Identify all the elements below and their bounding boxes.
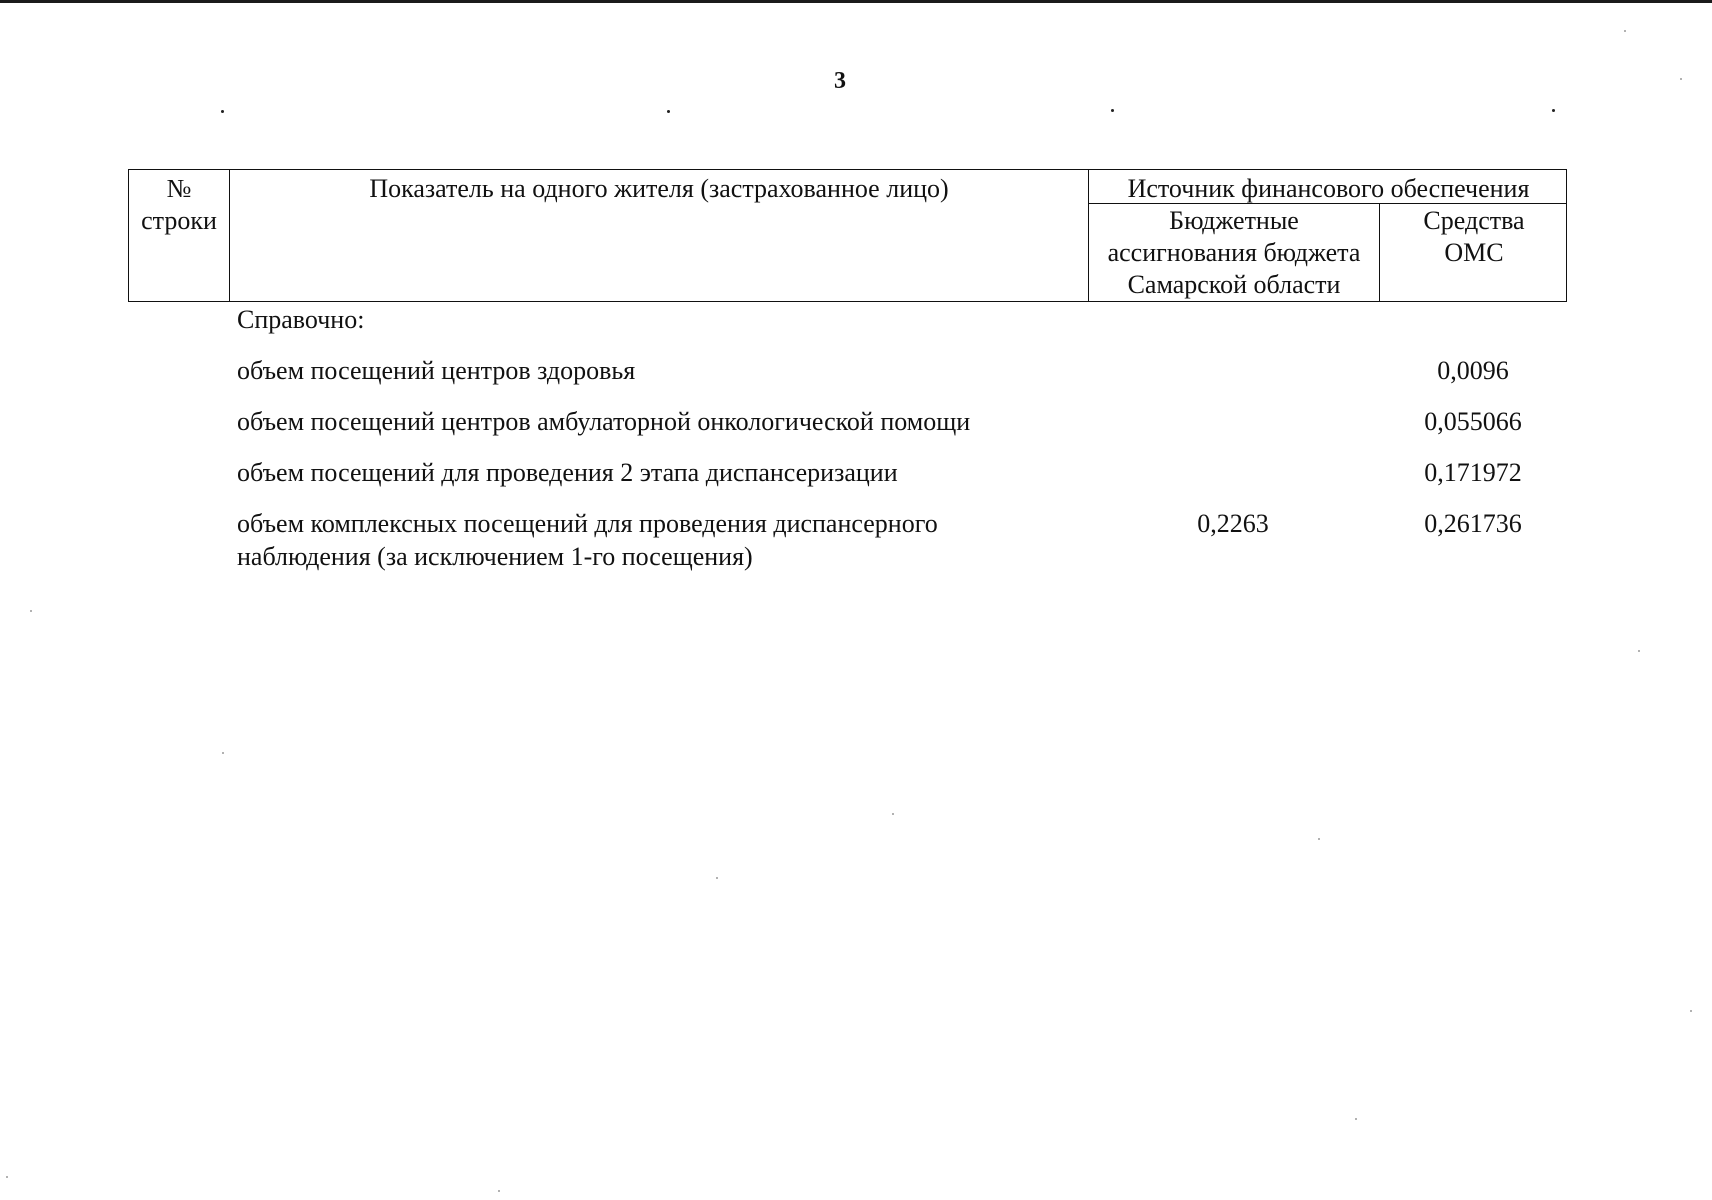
page-number: 3 <box>834 68 846 94</box>
row-oms-value: 0,0096 <box>1437 356 1509 385</box>
row-oms-value: 0,171972 <box>1424 458 1522 487</box>
header-funding-source: Источник финансового обеспечения <box>1127 174 1530 203</box>
scan-dot <box>716 877 718 879</box>
table-header <box>128 169 1567 302</box>
header-row-number: № строки <box>141 174 217 235</box>
row-label: объем посещений центров здоровья <box>237 356 636 385</box>
reference-label: Справочно: <box>237 305 365 334</box>
header-oms: Средства ОМС <box>1423 206 1525 267</box>
scan-dot <box>498 1190 500 1192</box>
scan-dot <box>1318 838 1320 840</box>
scan-dot <box>1680 78 1682 80</box>
row-label: объем посещений центров амбулаторной онкологической помощи <box>237 407 971 436</box>
header-indicator: Показатель на одного жителя (застрахованное лицо) <box>369 174 949 203</box>
scan-dot <box>1690 1010 1692 1012</box>
row-label: наблюдения (за исключением 1-го посещения) <box>237 542 753 571</box>
scan-dot <box>1111 109 1114 112</box>
scan-dot <box>221 110 224 113</box>
scan-dot <box>1355 1118 1357 1120</box>
scan-top-edge <box>0 0 1712 3</box>
row-label: объем посещений для проведения 2 этапа диспансеризации <box>237 458 898 487</box>
row-label: объем комплексных посещений для проведения диспансерного <box>237 509 938 538</box>
row-oms-value: 0,055066 <box>1424 407 1522 436</box>
scan-dot <box>222 752 224 754</box>
row-budget-value: 0,2263 <box>1197 509 1269 538</box>
scan-dot <box>892 813 894 815</box>
scan-dot <box>1638 650 1640 652</box>
scan-dot <box>30 610 32 612</box>
scan-dot <box>1624 30 1626 32</box>
header-budget: Бюджетные ассигнования бюджета Самарской области <box>1107 206 1361 299</box>
row-oms-value: 0,261736 <box>1424 509 1522 538</box>
scan-dot <box>667 110 670 113</box>
scan-dot <box>6 1176 8 1178</box>
scan-dot <box>1552 109 1555 112</box>
